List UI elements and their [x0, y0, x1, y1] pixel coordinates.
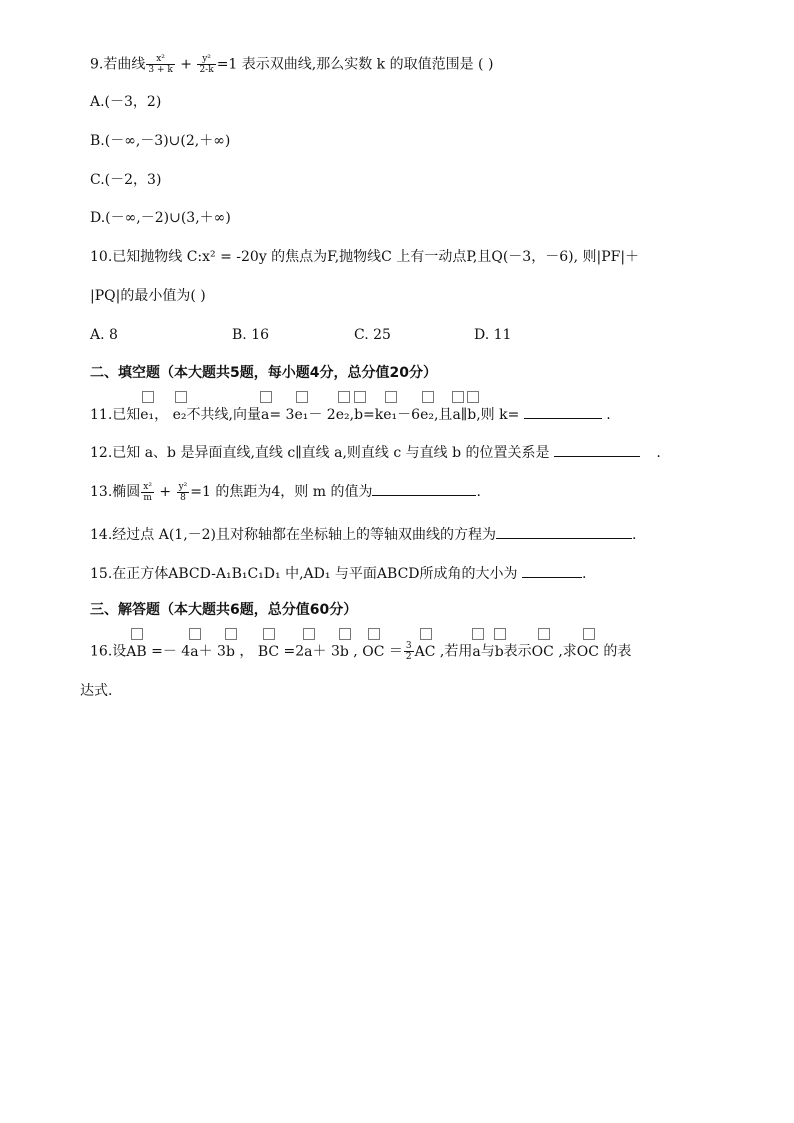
q14-stem: 14.经过点 A(1,－2)且对称轴都在坐标轴上的等轴双曲线的方程为 . [90, 524, 636, 544]
vector-a: a [452, 407, 461, 423]
q16-stem-line1: 16.设AB =－ 4a＋ 3b ， BC =2a＋ 3b , OC ＝ $\frac{3}{2}$ AC ,若用a与b表示OC ,求OC 的表 [90, 641, 632, 662]
vector-e2: e₂ [420, 407, 434, 423]
q11-stem: 11.已知e₁， e₂不共线,向量a= 3e₁－ 2e₂,b=ke₁－6e₂,且a∥b,则 k= . [90, 404, 611, 424]
q10-stem-line1: 10.已知抛物线 C:x² = -20y 的焦点为F,抛物线C 上有一动点P,且Q(－3，－6), 则|PF|＋ [90, 249, 640, 265]
vector-OC: OC [576, 643, 599, 660]
vector-b: b [467, 407, 477, 423]
q10-option-b: B. 16 [232, 327, 270, 343]
q13-stem: 13.椭圆 $\frac{\text{x²}}{m}$ + $\frac{\text{y²}}{8}$ =1 的焦距为4，则 m 的值为 . [90, 481, 481, 503]
q9-fraction-y: $\frac{\text{y²}}{2-k}$ [199, 54, 214, 75]
section-fill-in-heading: 二、填空题（本大题共5题，每小题4分，总分值20分） [90, 365, 437, 381]
vector-a: a [190, 643, 199, 660]
vector-b: b [339, 643, 349, 660]
vector-e1: e₁ [383, 407, 398, 423]
vector-BC: BC [257, 643, 280, 660]
q14-answer-blank[interactable] [496, 524, 632, 539]
section-solve-heading: 三、解答题（本大题共6题，总分值60分） [90, 602, 358, 618]
q10-option-a: A. 8 [90, 327, 118, 343]
vector-e2: e₂ [335, 407, 350, 423]
q13-fraction-x: $\frac{\text{x²}}{m}$ [143, 481, 152, 503]
q9-option-d: D.(－∞,－2)∪(3,＋∞) [90, 210, 231, 226]
q10-stem-line2: |PQ|的最小值为( ) [90, 288, 206, 304]
vector-e1: e₁ [294, 407, 309, 423]
vector-AB: AB [126, 643, 147, 660]
q10-option-d: D. 11 [474, 327, 512, 343]
vector-e1: e₁ [140, 407, 155, 423]
vector-a: a [472, 643, 481, 660]
q16-stem-line2: 达式. [80, 683, 113, 699]
q15-answer-blank[interactable] [522, 563, 582, 578]
vector-e2: e₂ [172, 407, 187, 423]
q9-option-c: C.(－2，3) [90, 172, 162, 188]
vector-OC: OC [362, 643, 385, 660]
vector-b: b [354, 407, 364, 423]
q9-fraction-x: $\frac{\text{x²}}{3 + k}$ [148, 54, 173, 75]
q10-option-c: C. 25 [354, 327, 391, 343]
q9-option-a: A.(－3，2) [90, 94, 162, 110]
q12-stem: 12.已知 a、b 是异面直线,直线 c∥直线 a,则直线 c 与直线 b 的位置关系是 . [90, 442, 661, 462]
q9-option-b: B.(－∞,－3)∪(2,＋∞) [90, 133, 231, 149]
vector-b: b [494, 643, 504, 660]
vector-b: b [225, 643, 235, 660]
q13-answer-blank[interactable] [372, 481, 476, 496]
vector-AC: AC [414, 643, 436, 660]
vector-OC: OC [531, 643, 554, 660]
q9-stem: 9.若曲线 $\frac{\text{x²}}{3 + k}$ + $\frac{\text{y²}}{2-k}$ =1 表示双曲线,那么实数 k 的取值范围是 ( ) [90, 54, 494, 75]
vector-a: a [260, 407, 270, 423]
q16-fraction: $\frac{3}{2}$ [405, 641, 412, 662]
q12-answer-blank[interactable] [554, 442, 640, 457]
q15-stem: 15.在正方体ABCD-A₁B₁C₁D₁ 中,AD₁ 与平面ABCD所成角的大小为 . [90, 563, 586, 583]
q11-answer-blank[interactable] [524, 404, 602, 419]
q13-fraction-y: $\frac{\text{y²}}{8}$ [178, 481, 188, 503]
vector-a: a [304, 643, 313, 660]
